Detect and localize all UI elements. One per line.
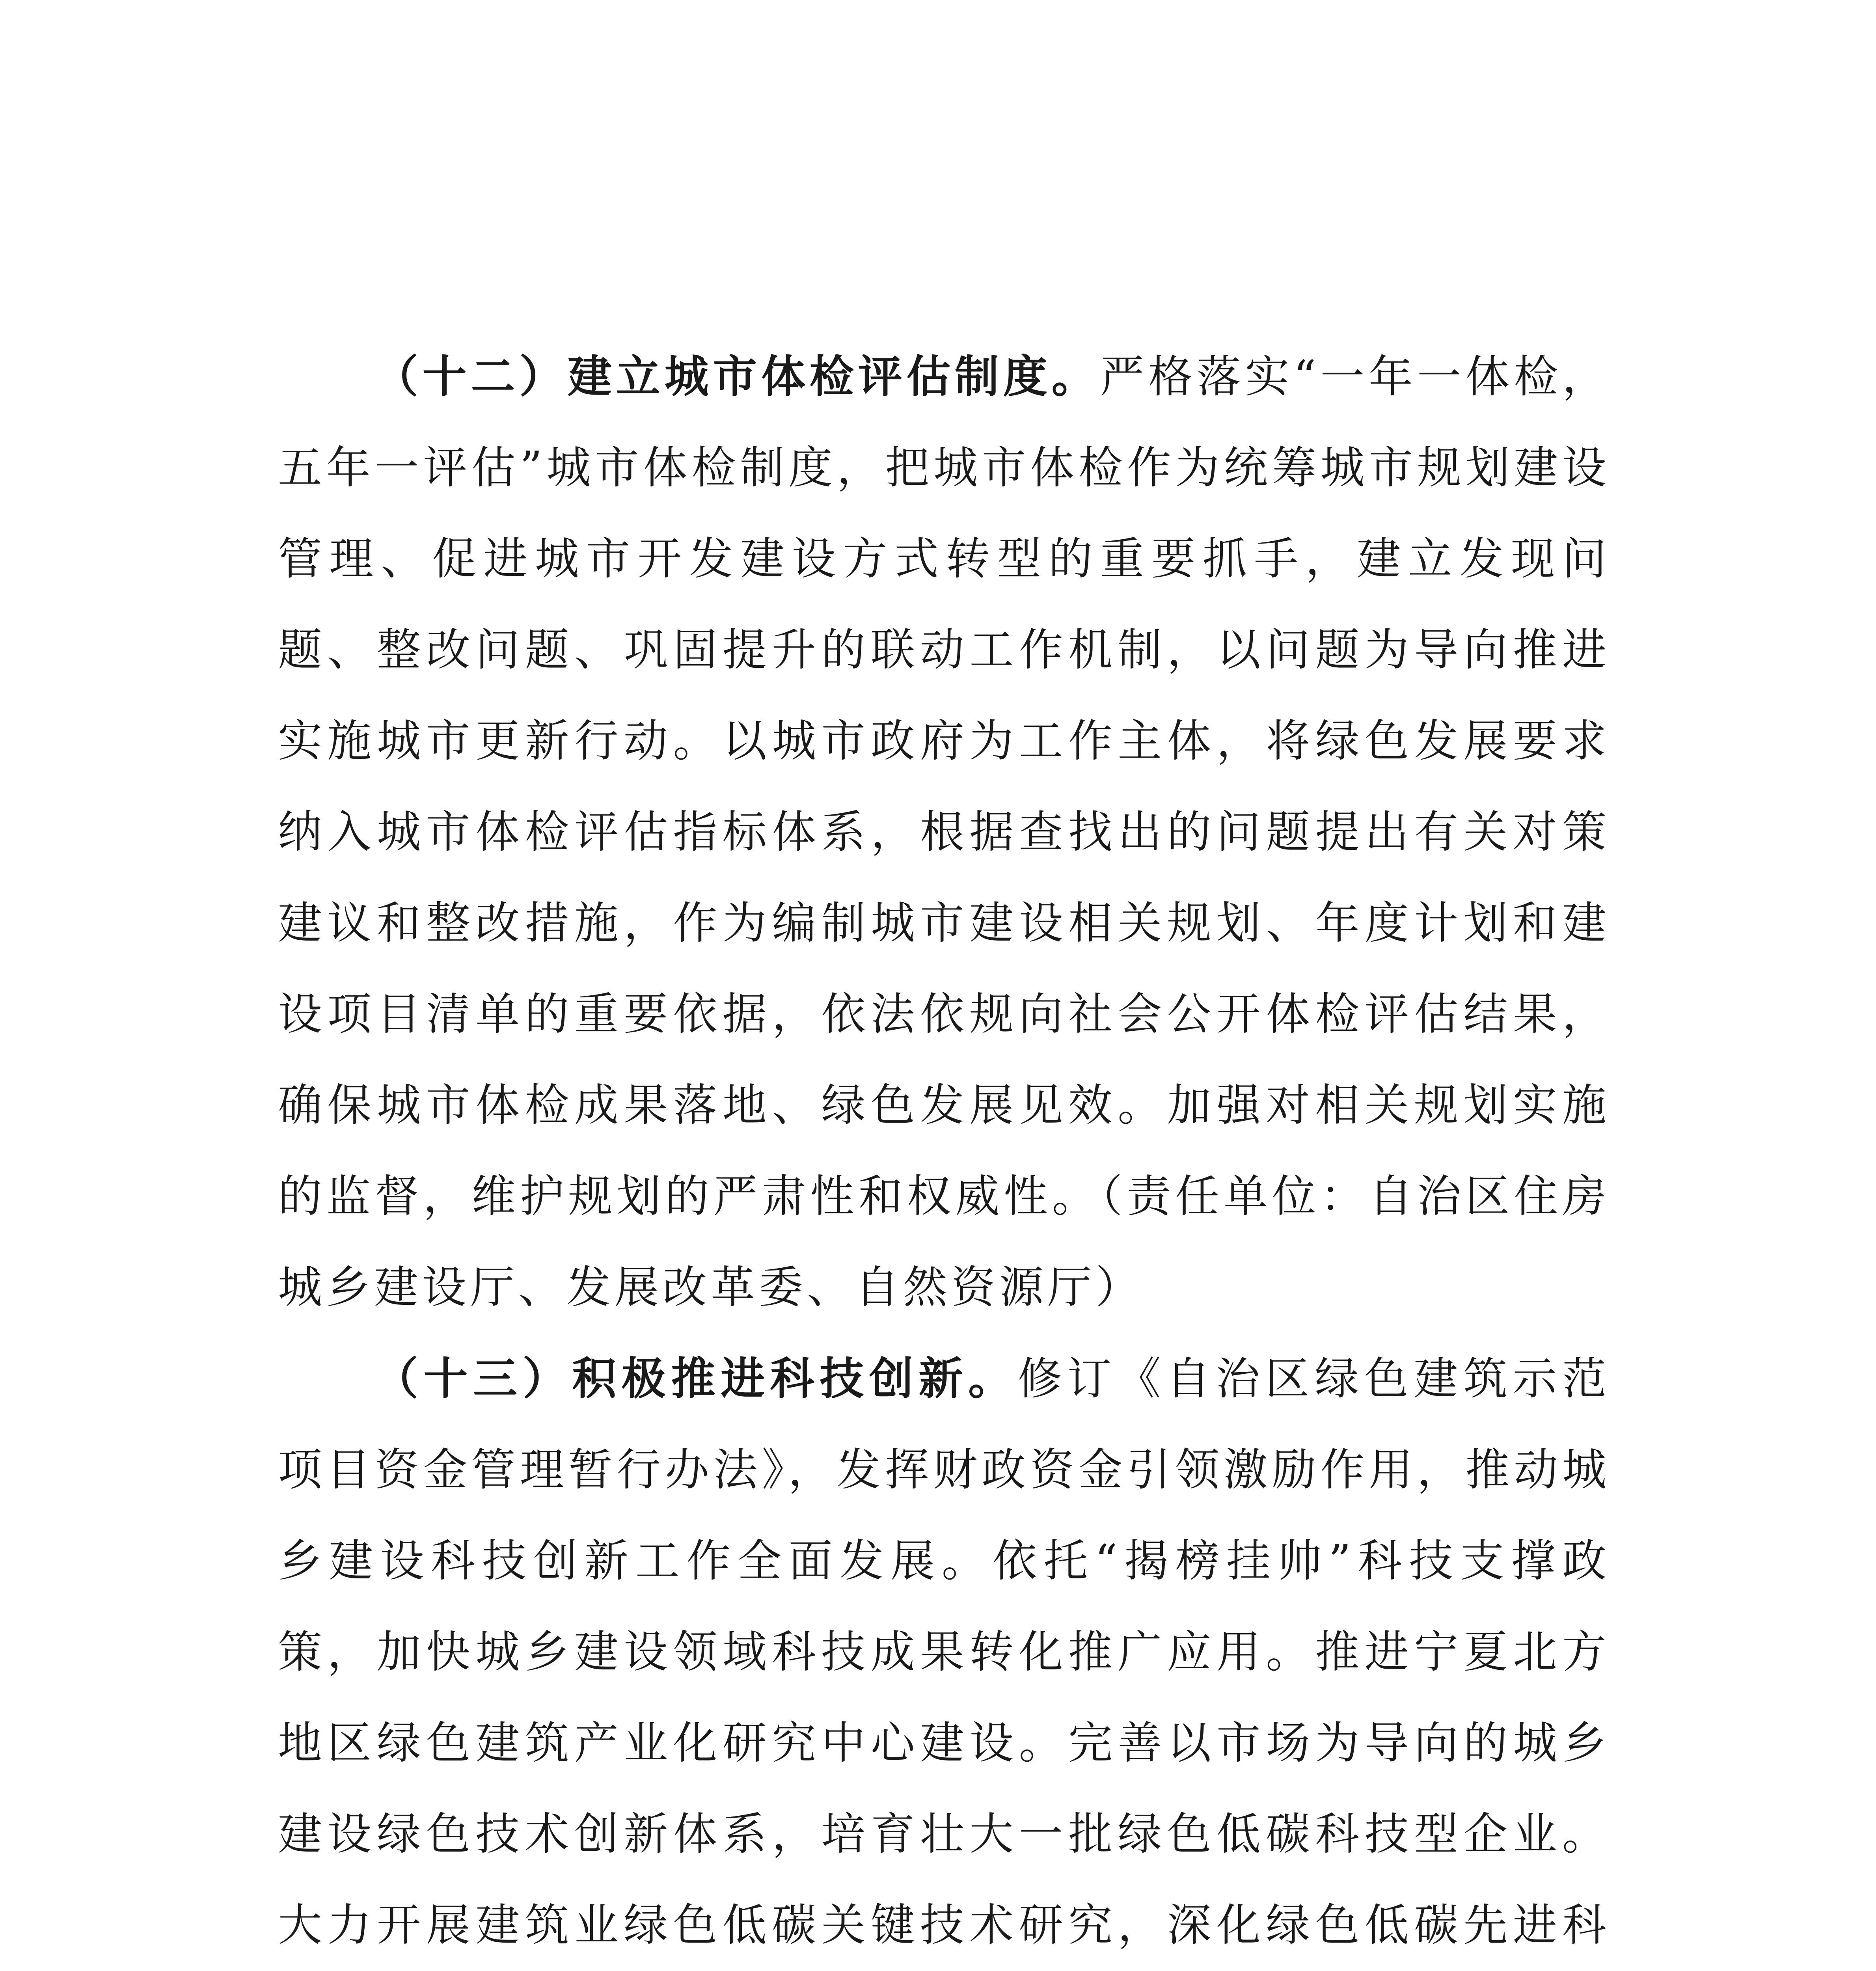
- section-12-paragraph: [278, 331, 1610, 1333]
- section-12-heading: （十二）建立城市体检评估制度。: [374, 351, 1100, 402]
- section-13-paragraph: [278, 1333, 1610, 1971]
- section-12-body: 严格落实“一年一体检，五年一评估”城市体检制度，把城市体检作为统筹城市规划建设管理、促进城市开发建设方式转型的重要抓手，建立发现问题、整改问题、巩固提升的联动工作机制，以问题为导向推进实施城市更新行动。以城市政府为工作主体，将绿色发展要求纳入城市体检评估指标体系，根据查找出的问题提出有关对策建议和整改措施，作为编制城市建设相关规划、年度计划和建设项目清单的重要依据，依法依规向社会公开体检评估结果，确保城市体检成果落地、绿色发展见效。加强对相关规划实施的监督，维护规划的严肃性和权威性。（责任单位：自治区住房城乡建设厅、发展改革委、自然资源厅）: [278, 351, 1611, 1313]
- body-text: [278, 331, 1610, 1971]
- section-13-heading: （十三）积极推进科技创新。: [374, 1353, 1018, 1405]
- section-13-body: 修订《自治区绿色建筑示范项目资金管理暂行办法》，发挥财政资金引领激励作用，推动城乡建设科技创新工作全面发展。依托“揭榜挂帅”科技支撑政策，加快城乡建设领域科技成果转化推广应用。推进宁夏北方地区绿色建筑产业化研究中心建设。完善以市场为导向的城乡建设绿色技术创新体系，培育壮大一批绿色低碳科技型企业。大力开展建筑业绿色低碳关键技术研究，深化绿色低碳先进科: [278, 1353, 1611, 1951]
